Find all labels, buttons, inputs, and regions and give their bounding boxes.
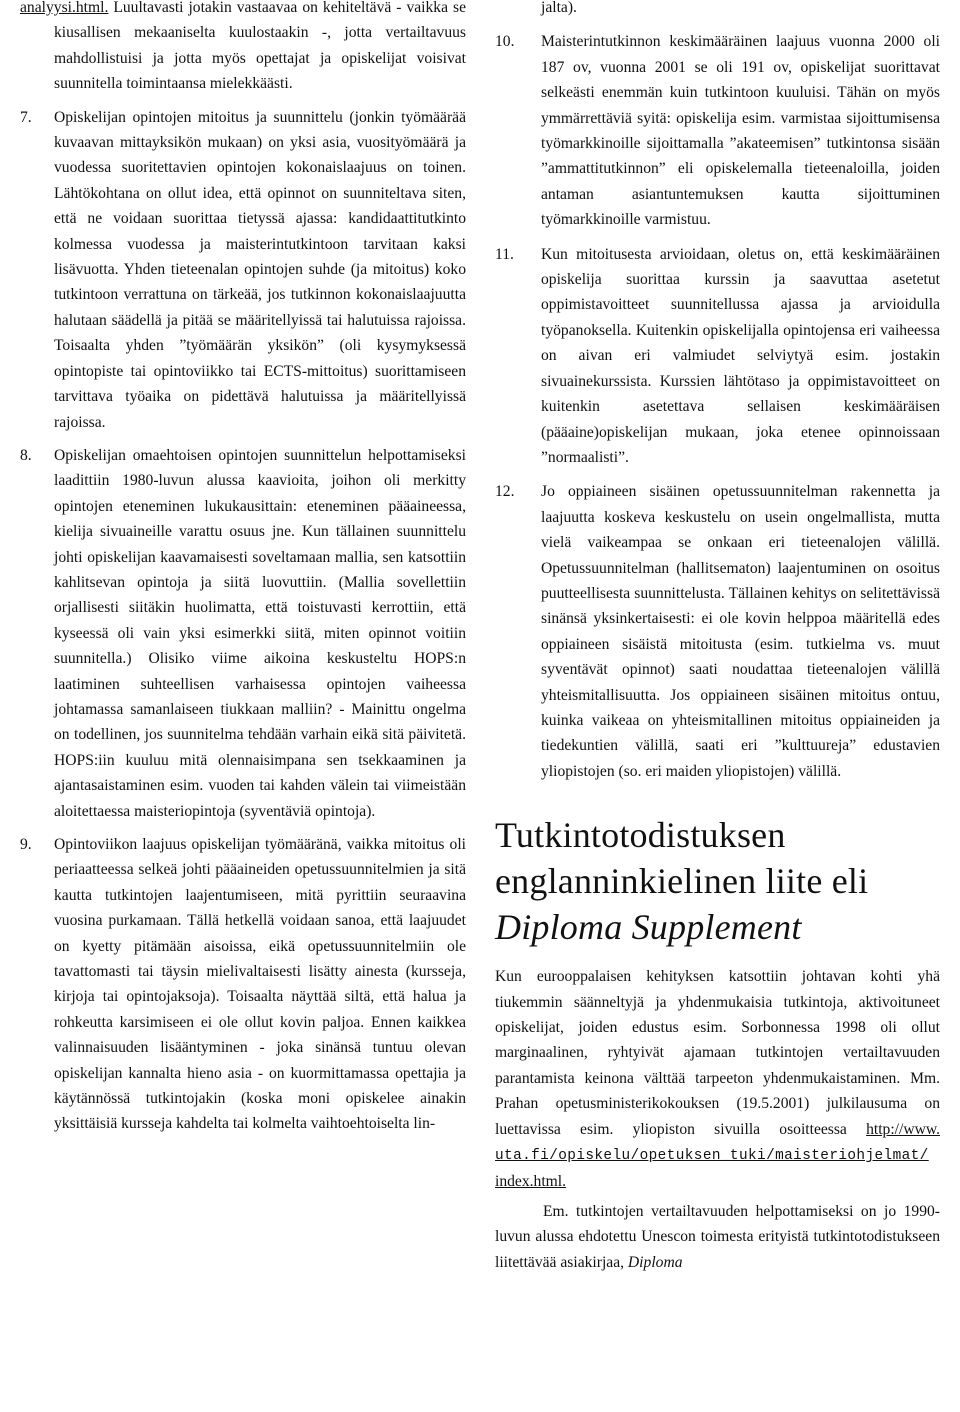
body-paragraph-2 (495, 1199, 940, 1275)
heading-line-1: Tutkintotodistuksen (495, 815, 786, 856)
item-text: Opiskelijan omaehtoisen opintojen suunnittelun helpottamiseksi laadittiin 1980-luvun alussa kaavioita, joihon oli merkitty opintojen eteneminen lukukausittain: eteneminen pääaineessa, kielija sivuaineille varattu osuus jne. Kun tällainen suunnittelu johti opiskelijan kaavamaisesti soveltamaan mallia, sen katsottiin kahlitsevan opintoja ja siitä luovuttiin. (Mallia sovellettiin orjallisesti siitäkin huolimatta, että toistuvasti kerrottiin, että kyseessä oli vain yksi esimerkki siitä, miten opinnot voitiin suunnitella.) Olisiko viime aikoina keskusteltu HOPS:n laatiminen suhteellisen varhaisessa opintojen vaiheessa johtamassa samanlaiseen tiukkaan malliin? - Mainittu ongelma on todellinen, jos suunnitelma tehdään varhain eikä sitä päivitetä. HOPS:iin kuuluu mitä olennaisimpana sen tsekkaaminen ja ajantasaistaminen esim. vuoden tai kahden välein tai viimeistään aloitettaessa maisteriopintoja (syventäviä opintoja). (54, 446, 466, 820)
url-link-part-3[interactable]: index.html. (495, 1173, 567, 1191)
emphasized-text: Diploma (627, 1253, 683, 1271)
item-number: 8. (20, 446, 32, 464)
paragraph-text: Kun eurooppalaisen kehityksen katsottiin johtavan kohti yhä tiukemmin säänneltyjä ja yhdenmukaisia tutkintoja, aktivoituneet opiskelijat, joiden edustus esim. Sorbonnessa 1998 oli ollut marginaalinen, ryhtyivät ajamaan tutkintojen vertailtavuuden parantamista keinona välttää tarpeeton yhdenmukaistaminen. Mm. Prahan opetusministerikokouksen (19.5.2001) julkilausuma on luettavissa esim. yliopiston sivuilla osoitteessa (495, 968, 940, 1138)
item-text: Maisterintutkinnon keskimääräinen laajuus vuonna 2000 oli 187 ov, vuonna 2001 se oli 191 ov, opiskelijat suorittavat selkeästi enemmän kuin tutkintoon kuuluisi. Tähän on myös ymmärrettäviä syitä: opiskelija esim. varmistaa sijoittumisensa työmarkkinoille sijoittamalla ”akateemisen” tutkintonsa sisään ”ammattitutkinnon” eli opiskelemalla tieteenaloilla, joiden antaman asiantuntemuksen kautta sijoittuminen työmarkkinoille varmistuu. (541, 33, 940, 229)
heading-line-3: Diploma Supplement (495, 907, 802, 948)
heading-line-2: englanninkielinen liite eli (495, 861, 869, 902)
list-item-9 (20, 832, 466, 1137)
analysis-link[interactable]: analyysi.html. (20, 0, 109, 16)
right-column (495, 0, 940, 1275)
item-number: 10. (495, 33, 515, 51)
item-number: 7. (20, 108, 32, 126)
list-item-8 (20, 443, 466, 824)
item-text: Jo oppiaineen sisäinen opetussuunnitelman rakennetta ja laajuutta koskeva keskustelu on usein ongelmallista, mutta vielä vaikeampaa se onkaan eri tieteenalojen välillä. Opetussuunnitelman (hallitsematon) laajentuminen on osoitus puutteellisesta suunnittelusta. Tällainen kehitys on selitettävissä sinänsä yksinkertaisesti: ei ole kovin helppoa määritellä edes oppiaineen sisäistä mitoitusta (esim. tutkielma vs. muut syventävät opinnot) saati noudattaa tieteenalojen välillä yhteismitallisuutta. Jos oppiaineen sisäinen mitoitus ontuu, kuinka vaikeaa on yhteismitallinen mitoitus oppiaineiden ja tiedekuntien välillä, saati eri ”kulttuureja” edustavien yliopistojen (so. eri maiden yliopistojen) välillä. (541, 483, 940, 780)
item-number: 11. (495, 245, 514, 263)
section-heading (495, 812, 940, 950)
continuation-text: jalta). (541, 0, 577, 16)
list-item-7 (20, 105, 466, 435)
body-paragraph-1 (495, 964, 940, 1195)
left-column (20, 0, 466, 1137)
list-item-11 (495, 242, 940, 471)
list-item-10 (495, 29, 940, 232)
item-text: Opintoviikon laajuus opiskelijan työmääränä, vaikka mitoitus oli periaatteessa selkeä johti pääaineiden opetussuunnitelmien ja sitä kautta tutkintojen laajentumiseen, mitä pyrittiin seuraavina vuosina purkamaan. Tällä hetkellä voidaan sanoa, että laajuudet on kyetty pitämään aisoissa, eikä opetussuunnitelmiin ole tavattomasti tai täysin mielivaltaisesti lisätty ainesta (kursseja, kirjoja tai opintojaksoja). Toisaalta näyttää siltä, että halua ja rohkeutta karsimiseen ei ole ollut kovin paljoa. Ennen kaikkea valinnaisuuden lisääntyminen - joka sinänsä tuntuu olevan opiskelijan kannalta hieno asia - on kuormittamassa opettajia ja käytännössä tutkintojakin (koska moni opiskelee ainakin yksittäisiä kursseja kahdelta tai kolmelta vaihtoehtoiselta lin- (54, 836, 466, 1133)
item-number: 12. (495, 483, 515, 501)
item-number: 9. (20, 836, 32, 853)
list-item-12 (495, 479, 940, 784)
paragraph-text: Em. tutkintojen vertailtavuuden helpottamiseksi on jo 1990-luvun alussa ehdotettu Unescon toimesta erityistä tutkintotodistukseen liitettävää asiakirjaa, (495, 1202, 940, 1271)
url-link-part-2[interactable]: uta.fi/opiskelu/opetuksen_tuki/maisteriohjelmat/ (495, 1148, 929, 1165)
item-text: Opiskelijan opintojen mitoitus ja suunnittelu (jonkin työmäärää kuvaavan mittayksikön mukaan) on yksi asia, vuosityömäärä ja vuodessa suoritettavien opintojen kokonaislaajuus on toinen. Lähtökohtana on ollut idea, että opinnot on suunniteltava siten, että ne voidaan suorittaa tietyssä ajassa: kandidaattitutkinto kolmessa vuodessa ja maisterintutkintoon tarvitaan kaksi lisävuotta. Yhden tieteenalan opintojen suhde (ja mitoitus) koko tutkintoon verrattuna on tärkeää, jos tutkinnon kokonaislaajuutta halutaan säädellä ja pitää se määritellyissä tai halutuissa rajoissa. Toisaalta yhden ”työmäärän yksikön” (oli kysymyksessä opintopiste tai opintoviikko tai ECTS-mittoitus) suorittamiseen tarvittava työaika on pidettävä halutuissa ja määritellyissä rajoissa. (54, 108, 466, 431)
url-link-part-1[interactable]: http://www. (866, 1120, 940, 1138)
item-text: Kun mitoitusesta arvioidaan, oletus on, että keskimääräinen opiskelija suorittaa kurssin ja saavuttaa asetetut oppimistavoitteet suunnitellussa ajassa ja arvioidulla työpanoksella. Kuitenkin opiskelijalla opintojensa eri vaiheessa on aivan eri valmiudet selviytyä esim. jostakin sivuainekurssista. Kurssien lähtötaso ja oppimistavoitteet on kuitenkin asetettava sellaisen keskimääräisen (pääaine)opiskelijan mukaan, joka etenee opinnoissaan ”normaalisti”. (541, 245, 940, 466)
intro-text: Luultavasti jotakin vastaavaa on kehiteltävä - vaikka se kiusallisen mekaaniselta kuulostaakin -, jotta vertailtavuus mahdollistuisi ja jotta myös opettajat ja opiskelijat voisivat suunnitella toimintaansa mielekkäästi. (54, 0, 466, 93)
intro-paragraph (20, 0, 466, 97)
